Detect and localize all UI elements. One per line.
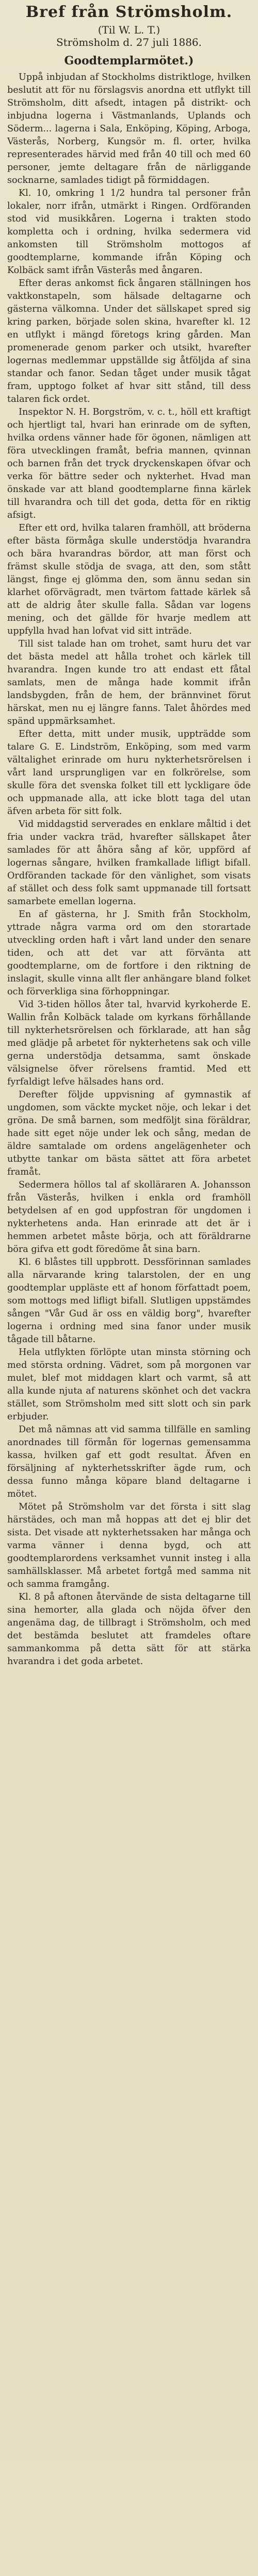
article-paragraph: Kl. 6 blåstes till uppbrott. Dessförinnan samlades alla närvarande kring talarstolen, der en ung goodtemplar uppläste ett af honom författadt poem, som mottogs med lifligt bifall. Slutligen uppstämdes sången "Vår Gud är oss en väldig borg", hvarefter logerna i ordning med sina fanor under musik tågade till båtarne. — [7, 1257, 251, 1345]
article-paragraph: Efter ett ord, hvilka talaren framhöll, att bröderna efter bästa förmåga skulle understödja hvarandra och bära hvarandras bördor, att man först och främst skulle stödja de svaga, att den, som stått längst, finge ej glömma den, som ännu sedan sin klarhet oförvägradt, men tvärtom fattade kärlek så att de aldrig åter skulle falla. Sådan var logens mening, och det gällde för hvarje medlem att uppfylla hvad han lofvat vid sitt inträde. — [7, 523, 251, 636]
article-paragraph: Efter deras ankomst fick ångaren ställningen hos vaktkonstapeln, som hälsade deltagarne och gästerna välkomna. Under det sällskapet spred sig kring parken, började solen skina, hvarefter kl. 12 en utflykt i mängd företogs kring gården. Man promenerade genom parker och utsikt, hvarefter logernas medlemmar uppställde sig åtföljda af sina standar och fanor. Sedan tåget under musik tågat fram, upptogo folket af hvar sitt stånd, till dess talaren fick ordet. — [7, 278, 251, 404]
article-paragraph: Vid middagstid serverades en enklare måltid i det fria under vackra träd, hvarefter sällskapet åter samlades för att åhöra sång af kör, uppförd af logernas sångare, hvilken framkallade lifligt bifall. Ordföranden tackade för den vänlighet, som visats af stället och dess folk samt uppmanade till fortsatt samarbete emellan logerna. — [7, 819, 251, 907]
article-paragraph: Derefter följde uppvisning af gymnastik af ungdomen, som väckte mycket nöje, och lekar i det gröna. De små barnen, som medföljt sina föräldrar, hade sitt eget nöje under lek och sång, medan de äldre samtalade om ordens angelägenheter och utbytte tankar om bästa sättet att föra arbetet framåt. — [7, 1090, 251, 1177]
article — [7, 3, 251, 2576]
article-paragraph: Efter detta, mitt under musik, uppträdde som talare G. E. Lindström, Enköping, som med varm vältalighet erinrade om huru nykterhetsrörelsen i vårt land ursprungligen var en folkrörelse, som skulle föra det svenska folket till ett lyckligare öde och uppmanade alla, att icke blott taga del utan äfven arbeta för sitt folk. — [7, 729, 251, 817]
article-paragraph: Till sist talade han om trohet, samt huru det var det bästa medel att hålla trohet och kärlek till hvarandra. Ingen kunde tro att endast ett fåtal samlats, men de många hade kommit ifrån landsbygden, från de hem, der brännvinet förut härskat, men nu ej längre fanns. Talet åhördes med spänd uppmärksamhet. — [7, 639, 251, 726]
article-paragraph: Kl. 8 på aftonen återvände de sista deltagarne till sina hemorter, alla glada och nöjda öfver den angenäma dag, de tillbragt i Strömsholm, och med det bestämda beslutet att framdeles oftare sammankomma på detta sätt för att stärka hvarandra i det goda arbetet. — [7, 1592, 251, 1667]
article-paragraph: Det må nämnas att vid samma tillfälle en samling anordnades till förmån för logernas gemensamma kassa, hvilken gaf ett godt resultat. Äfven en försäljning af nykterhetsskrifter ägde rum, och dessa funno många köpare bland deltagarne i mötet. — [7, 1425, 251, 1499]
article-paragraph: Mötet på Strömsholm var det första i sitt slag härstädes, och man må hoppas att det ej blir det sista. Det visade att nykterhetssaken har många och varma vänner i denna bygd, och att goodtemplarordens verksamhet vunnit insteg i alla samhällsklasser. Må arbetet fortgå med samma nit och samma framgång. — [7, 1502, 251, 1589]
article-dateline: Strömsholm d. 27 juli 1886. — [56, 36, 202, 48]
article-subheading: Goodtemplarmötet.) — [64, 54, 194, 67]
article-paragraph: Kl. 10, omkring 1 1/2 hundra tal personer från lokaler, norr ifrån, utmärkt i Ringen. Ordföranden stod vid musikkåren. Logerna i trakten stodo kompletta och i ordning, hvilka sedermera vid ankomsten till Strömsholm mottogos af goodtemplarne, kommande ifrån Köping och Kolbäck samt ifrån Västerås med ångaren. — [7, 188, 251, 276]
article-paragraph: Inspektor N. H. Borgström, v. c. t., höll ett kraftigt och hjertligt tal, hvari han erinrade om de syften, hvilka ordens vänner hade för ögonen, nämligen att föra utvecklingen framåt, befria mannen, qvinnan och barnen från det tryck dryckenskapen öfvar och verka för bättre seder och nykterhet. Hvad man önskade var att bland goodtemplarne finna kärlek till hvarandra och till det goda, detta för en riktig afsigt. — [7, 407, 251, 520]
article-paragraph: Hela utflykten förlöpte utan minsta störning och med största ordning. Vädret, som på morgonen var mulet, blef mot middagen klart och varmt, så att alla kunde njuta af naturens skönhet och det vackra stället, som Strömsholm med sitt slott och sin park erbjuder. — [7, 1347, 251, 1422]
article-body — [7, 71, 251, 1668]
article-paragraph: Sedermera höllos tal af skolläraren A. Johansson från Västerås, hvilken i enkla ord framhöll betydelsen af en god uppfostran för ungdomen i nykterhetens anda. Han erinrade att det är i hemmen arbetet måste börja, och att föräldrarne böra gifva ett godt föredöme åt sina barn. — [7, 1180, 251, 1255]
article-paragraph: En af gästerna, hr J. Smith från Stockholm, yttrade några varma ord om den storartade utveckling orden haft i vårt land under den senare tiden, och att det var att förvänta att goodtemplarne, om de fortfore i den riktning de inslagit, skulle vinna allt fler anhängare bland folket och förverkliga sina förhoppningar. — [7, 909, 251, 997]
article-paragraph: Uppå inbjudan af Stockholms distriktloge, hvilken beslutit att för nu förslagsvis anordna ett utflykt till Strömsholm, ditt afsedt, intagen på distrikt- och inbjudna logerna i Västmanlands, Uplands och Söderm... lagerna i Sala, Enköping, Köping, Arboga, Västerås, Norberg, Kungsör m. fl. orter, hvilka representerades härvid med från 40 till och med 60 personer, jemte deltagare från de närliggande socknarne, samlades tidigt på förmiddagen. — [7, 72, 251, 185]
article-title: Bref från Strömsholm. — [25, 3, 233, 21]
article-byline: (Til W. L. T.) — [98, 24, 160, 36]
article-paragraph: Vid 3-tiden höllos åter tal, hvarvid kyrkoherde E. Wallin från Kolbäck talade om kyrkans förhållande till nykterhetsrörelsen och förklarade, att han såg med glädje på arbetet för nykterhetens sak och ville gerna understödja detsamma, samt önskade välsignelse öfver rörelsens framtid. Med ett fyrfaldigt lefve hälsades hans ord. — [7, 999, 251, 1087]
